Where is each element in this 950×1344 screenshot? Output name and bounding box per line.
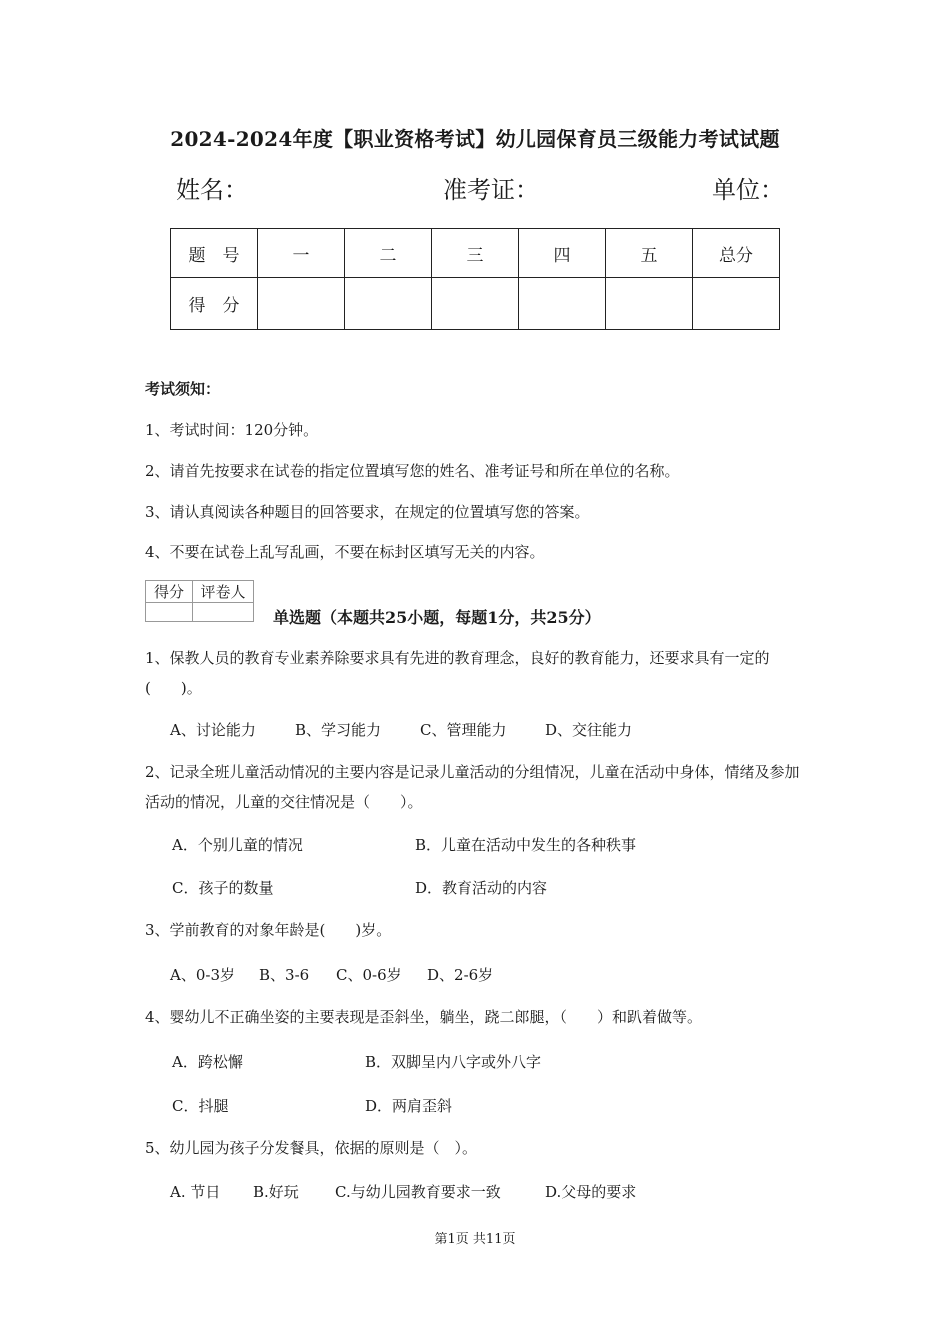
- score-table: [170, 228, 780, 330]
- option-a: A、讨论能力: [170, 721, 256, 739]
- document-title: 2024-2024年度【职业资格考试】幼儿园保育员三级能力考试试题: [170, 127, 780, 151]
- grader-box: [145, 580, 254, 622]
- unit-label: 单位：: [712, 176, 784, 204]
- option-b: B．双脚呈内八字或外八字: [365, 1053, 542, 1071]
- question-text: 3、学前教育的对象年龄是( )岁。: [145, 921, 392, 939]
- score-cell-3[interactable]: [432, 278, 519, 330]
- option-b: B、3-6: [259, 966, 310, 984]
- page-footer: 第1页 共11页: [434, 1232, 516, 1247]
- notice-item: 3、请认真阅读各种题目的回答要求，在规定的位置填写您的答案。: [145, 503, 590, 521]
- score-cell-4[interactable]: [519, 278, 606, 330]
- name-label: 姓名：: [176, 176, 248, 204]
- grader-score-label: 得分: [146, 581, 193, 603]
- option-d: D．教育活动的内容: [415, 879, 548, 897]
- option-b: B.好玩: [253, 1183, 299, 1201]
- option-a: A．个别儿童的情况: [172, 836, 303, 854]
- section-title: 单选题（本题共25小题，每题1分，共25分）: [273, 608, 601, 627]
- score-row-label: 得 分: [171, 278, 258, 330]
- notice-item: 1、考试时间：120分钟。: [145, 421, 319, 439]
- notice-item: 2、请首先按要求在试卷的指定位置填写您的姓名、准考证号和所在单位的名称。: [145, 462, 680, 480]
- question-text: 4、婴幼儿不正确坐姿的主要表现是歪斜坐，躺坐，跷二郎腿，（ ）和趴着做等。: [145, 1008, 703, 1026]
- score-header-section-4: 四: [519, 229, 606, 278]
- option-c: C．抖腿: [172, 1097, 229, 1115]
- score-cell-total[interactable]: [693, 278, 780, 330]
- question-text: 1、保教人员的教育专业素养除要求具有先进的教育理念，良好的教育能力，还要求具有一定的( )。: [145, 649, 770, 697]
- option-b: B．儿童在活动中发生的各种秩事: [415, 836, 637, 854]
- notice-item: 4、不要在试卷上乱写乱画，不要在标封区填写无关的内容。: [145, 543, 545, 561]
- grader-reviewer-label: 评卷人: [193, 581, 254, 603]
- option-c: C、0-6岁: [336, 966, 402, 984]
- score-cell-2[interactable]: [345, 278, 432, 330]
- score-cell-5[interactable]: [606, 278, 693, 330]
- option-a: A. 节日: [170, 1183, 221, 1201]
- score-header-section-3: 三: [432, 229, 519, 278]
- score-header-section-2: 二: [345, 229, 432, 278]
- option-d: D、2-6岁: [427, 966, 494, 984]
- question-text: 2、记录全班儿童活动情况的主要内容是记录儿童活动的分组情况，儿童在活动中身体，情绪及参加活动的情况，儿童的交往情况是（ ）。: [145, 763, 800, 811]
- question-text: 5、幼儿园为孩子分发餐具，依据的原则是（ ）。: [145, 1139, 478, 1157]
- notice-heading: 考试须知：: [145, 380, 221, 398]
- option-b: B、学习能力: [295, 721, 382, 739]
- grader-reviewer-cell[interactable]: [193, 603, 254, 622]
- option-d: D、交往能力: [545, 721, 633, 739]
- option-c: C．孩子的数量: [172, 879, 274, 897]
- score-header-section-1: 一: [258, 229, 345, 278]
- option-c: C、管理能力: [420, 721, 507, 739]
- score-header-label: 题 号: [171, 229, 258, 278]
- option-a: A．跨松懈: [172, 1053, 243, 1071]
- score-cell-1[interactable]: [258, 278, 345, 330]
- option-d: D.父母的要求: [545, 1183, 637, 1201]
- exam-number-label: 准考证：: [443, 176, 539, 204]
- option-d: D．两肩歪斜: [365, 1097, 453, 1115]
- score-header-total: 总分: [693, 229, 780, 278]
- score-header-section-5: 五: [606, 229, 693, 278]
- option-a: A、0-3岁: [170, 966, 235, 984]
- option-c: C.与幼儿园教育要求一致: [335, 1183, 501, 1201]
- grader-score-cell[interactable]: [146, 603, 193, 622]
